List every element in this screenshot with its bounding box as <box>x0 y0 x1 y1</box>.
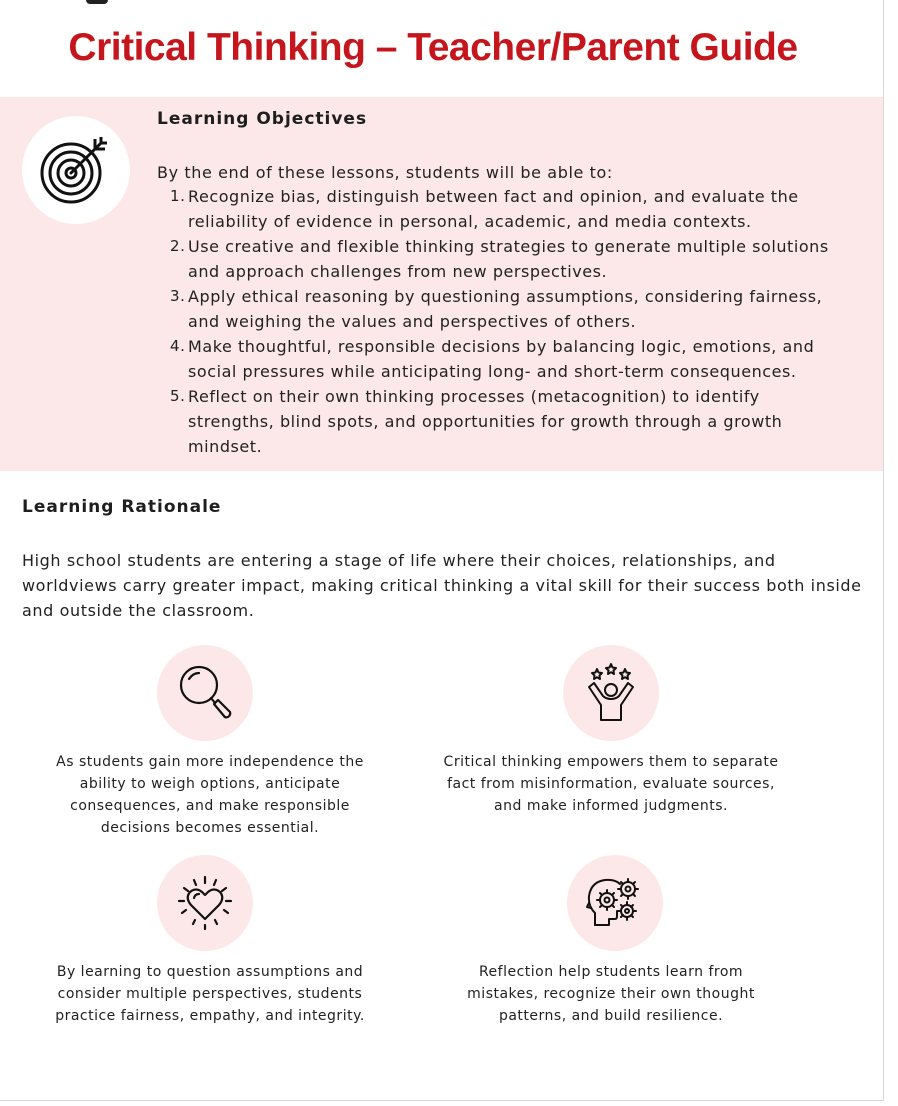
card-text-independence: As students gain more independence the ability to weigh options, anticipate consequences, and make responsible decisions becomes essential. <box>56 754 364 836</box>
card-text-reflection: Reflection help students learn from mistakes, recognize their own thought patterns, and build resilience. <box>467 964 755 1024</box>
rationale-heading: Learning Rationale <box>22 497 222 517</box>
list-item: 3. Apply ethical reasoning by questioning assumptions, considering fairness, and weighing the values and perspectives of others. <box>170 287 823 331</box>
list-item: 2. Use creative and flexible thinking strategies to generate multiple solutions and approach challenges from new perspectives. <box>170 237 829 281</box>
head-gears-icon <box>567 855 663 951</box>
objectives-intro: By the end of these lessons, students will be able to: <box>157 163 613 182</box>
target-icon <box>22 116 130 224</box>
objectives-heading: Learning Objectives <box>157 109 368 129</box>
list-item: 1. Recognize bias, distinguish between fact and opinion, and evaluate the reliability of evidence in personal, academic, and media contexts. <box>170 187 799 231</box>
card-text-misinformation: Critical thinking empowers them to separate fact from misinformation, evaluate sources, and make informed judgments. <box>443 754 779 814</box>
page-title: Critical Thinking – Teacher/Parent Guide <box>68 26 798 69</box>
card-text-ethics: By learning to question assumptions and consider multiple perspectives, students practice fairness, empathy, and integrity. <box>55 964 365 1024</box>
list-item: 5. Reflect on their own thinking processes (metacognition) to identify strengths, blind spots, and opportunities for growth through a growth mindset. <box>170 387 783 456</box>
top-logo-fragment <box>86 0 108 4</box>
rationale-paragraph: High school students are entering a stage of life where their choices, relationships, and worldviews carry greater impact, making critical thinking a vital skill for their success both inside and outside the classroom. <box>22 551 862 620</box>
glowing-heart-icon <box>157 855 253 951</box>
magnifying-glass-icon <box>157 645 253 741</box>
objectives-list <box>170 184 850 459</box>
list-item: 4. Make thoughtful, responsible decisions by balancing logic, emotions, and social pressures while anticipating long- and short-term consequences. <box>170 337 815 381</box>
celebrating-person-icon <box>563 645 659 741</box>
